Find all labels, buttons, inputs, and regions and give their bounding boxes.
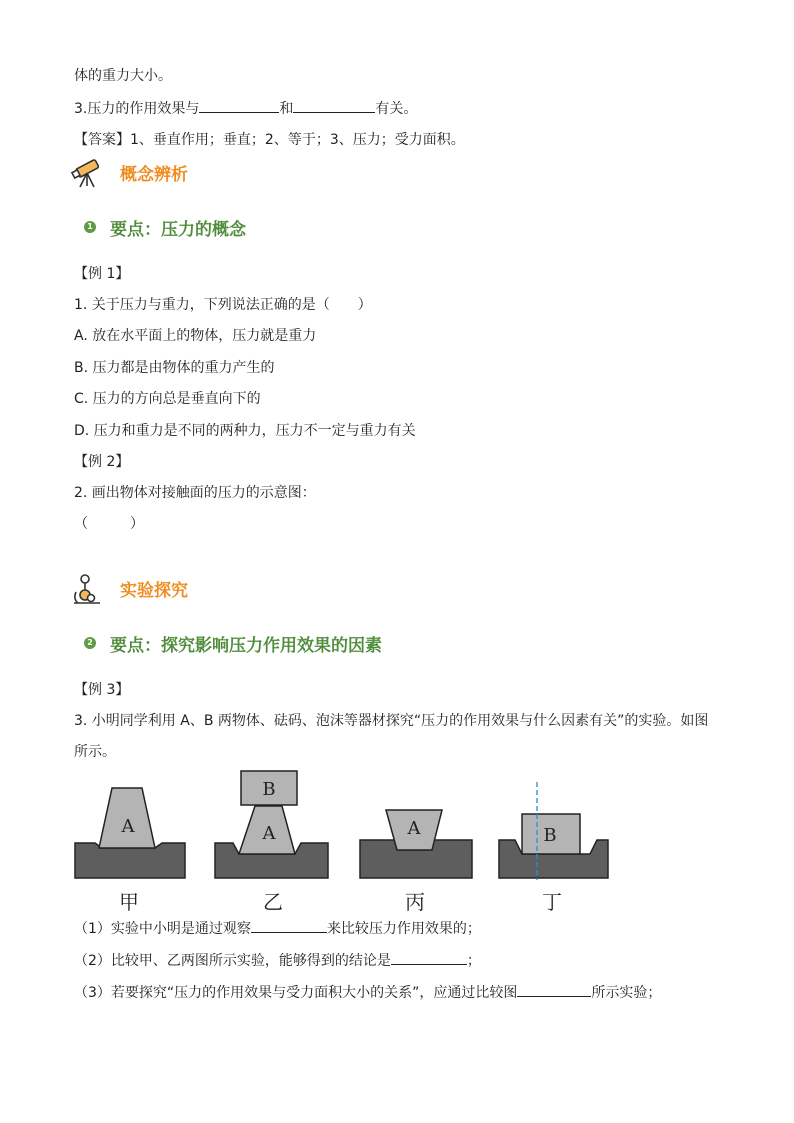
figure-caption-jia: 甲 <box>119 890 139 914</box>
question-text: 1. 关于压力与重力，下列说法正确的是（ ） <box>74 297 372 313</box>
question-text: 3. 小明同学利用 A、B 两物体、砝码、泡沫等器材探究“压力的作用效果与什么因素有关”的实验。如图 <box>74 713 709 729</box>
sub-question-1 <box>74 918 481 939</box>
option-a[interactable]: A. 放在水平面上的物体，压力就是重力 <box>74 328 317 344</box>
keypoint-title: 要点：压力的概念 <box>110 220 246 240</box>
answer-blank[interactable] <box>517 982 591 997</box>
sub-question-3 <box>74 982 661 1003</box>
example-label: 【例 2】 <box>74 454 130 470</box>
experiment-figure <box>70 768 615 883</box>
option-b[interactable]: B. 压力都是由物体的重力产生的 <box>74 360 275 376</box>
example-label: 【例 1】 <box>74 266 130 282</box>
sub-question-2 <box>74 950 481 971</box>
text-segment: 和 <box>279 101 294 117</box>
answer-line: 【答案】1、垂直作用；垂直；2、等于；3、压力；受力面积。 <box>74 132 465 148</box>
microscope-icon <box>70 572 104 606</box>
option-c[interactable]: C. 压力的方向总是垂直向下的 <box>74 391 261 407</box>
text-line: 体的重力大小。 <box>74 68 172 84</box>
section-title: 实验探究 <box>120 581 188 601</box>
text-segment: （3）若要探究“压力的作用效果与受力面积大小的关系”，应通过比较图 <box>74 985 518 1001</box>
text-segment: ； <box>466 953 481 969</box>
answer-blank[interactable] <box>251 918 327 933</box>
question-text-continued: 所示。 <box>74 744 116 760</box>
block-label: A <box>121 816 135 837</box>
text-segment: 有关。 <box>375 101 418 117</box>
answer-blank[interactable] <box>293 98 375 113</box>
text-segment: （1）实验中小明是通过观察 <box>74 921 251 937</box>
option-d[interactable]: D. 压力和重力是不同的两种力，压力不一定与重力有关 <box>74 423 416 439</box>
question-text: 2. 画出物体对接触面的压力的示意图： <box>74 485 316 501</box>
setup-jia <box>75 788 185 878</box>
fill-in-question <box>74 98 417 119</box>
block-label: B <box>543 825 557 846</box>
text-segment: 3.压力的作用效果与 <box>74 101 200 117</box>
setup-bing <box>360 810 472 878</box>
section-title: 概念辨析 <box>120 165 188 185</box>
keypoint-title: 要点：探究影响压力作用效果的因素 <box>110 636 382 656</box>
setup-yi <box>215 771 328 878</box>
answer-blank[interactable] <box>391 950 467 965</box>
telescope-icon <box>70 156 104 190</box>
answer-blank[interactable] <box>199 98 279 113</box>
figure-caption-ding: 丁 <box>542 890 562 914</box>
answer-parenthesis[interactable]: （ ） <box>74 516 144 532</box>
figure-caption-bing: 丙 <box>405 890 425 914</box>
setup-ding <box>499 782 608 880</box>
text-segment: 所示实验； <box>591 985 662 1001</box>
example-label: 【例 3】 <box>74 682 130 698</box>
block-label: A <box>262 823 276 844</box>
text-segment: 来比较压力作用效果的； <box>326 921 481 937</box>
block-label: B <box>262 779 276 800</box>
keypoint-number: 2 <box>84 637 96 649</box>
figure-caption-yi: 乙 <box>263 890 283 914</box>
block-label: A <box>407 818 421 839</box>
keypoint-number: 1 <box>84 221 96 233</box>
text-segment: （2）比较甲、乙两图所示实验，能够得到的结论是 <box>74 953 391 969</box>
